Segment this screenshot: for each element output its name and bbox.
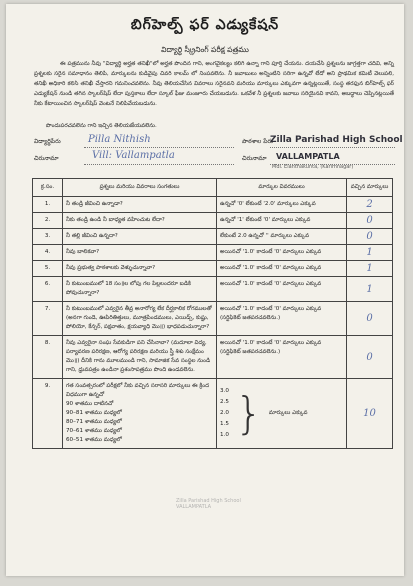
row-question: నీ కుటుంబములో 18 సం॥ల లోపు గల పిల్లలందరూ బడికి పోవుచున్నారా?	[63, 277, 217, 302]
table-row	[33, 197, 393, 213]
grade-mark: 2.5	[220, 399, 229, 405]
row-question	[63, 379, 217, 449]
school-name-underline	[270, 147, 395, 148]
header-questions: ప్రశ్నలు మరియు వివరాలు సంగతులు	[63, 179, 217, 197]
grade-range: 80–71 శాతము మధ్యలో	[66, 419, 122, 425]
school-address-underline	[270, 164, 395, 165]
address-label: చిరునామా	[34, 155, 59, 162]
row-number: 3.	[33, 229, 63, 245]
row-question: నీకు తండ్రి ఉండి నీ బాధ్యత వహించుట లేదా?	[63, 213, 217, 229]
row-score[interactable]: 0	[347, 302, 393, 336]
row-number: 2.	[33, 213, 63, 229]
row-marks-rule: అయినచో '1.0' కాదంటే '0' మార్కులు ఎక్కువ (సర్టిఫికెట్ జతపరచవలెను.)	[217, 302, 347, 336]
document-title: బిగ్‌హెల్ప్ ఫర్ ఎడ్యుకేషన్	[130, 17, 280, 33]
table-row	[33, 336, 393, 379]
row-question: నీవు ఎవ్వరైనా సంఘ సేవకుడిగా పని చేసినావా? (మదూలా విద్య, పర్యావరణ పరిరక్షణ, ఆరోగ్య పరిరక్షణ మరియు స్త్రీ శిశు సంక్షేమం మొ॥) దీనికి గాను మూలముండి గాని, సామాజిక సేవ సంస్థల నుండి గాని, ధ్రువపత్రం ఉండినా ప్రశంసాపత్రము పొంది ఉండవలెను.	[63, 336, 217, 379]
instructions-tail: పొందుపరచవలెను గాని ఇచ్చిన తెలియజేయవలెను.	[46, 123, 157, 129]
row-score[interactable]: 0	[347, 336, 393, 379]
grade-marks-group	[220, 386, 343, 441]
grade-mark: 2.0	[220, 410, 229, 416]
row-marks-rule	[217, 379, 347, 449]
row-marks-rule: అయినచో '1.0' కాదంటే '0' మార్కులు ఎక్కువ (సర్టిఫికెట్ జతపరచవలెను.)	[217, 336, 347, 379]
grade-mark: 1.0	[220, 432, 229, 438]
table-row	[33, 261, 393, 277]
address-value[interactable]: Vill: Vallampatla	[92, 150, 175, 161]
row-number: 9.	[33, 379, 63, 449]
document-subtitle: విద్యార్థి స్క్రీనింగ్ పరీక్ష పత్రము	[161, 45, 249, 54]
school-name-label: పాఠశాల పేరు	[242, 138, 274, 145]
row-score[interactable]: 0	[347, 213, 393, 229]
table-header-row	[33, 179, 393, 197]
student-name-value[interactable]: Pilla Nithish	[88, 134, 151, 145]
faded-school-stamp	[176, 498, 241, 510]
screening-form-page	[6, 4, 404, 576]
grade-range: 90 శాతము దాటినచో	[66, 401, 114, 407]
row-score[interactable]: 1	[347, 277, 393, 302]
table-row	[33, 277, 393, 302]
grade-range: 90–81 శాతము మధ్యలో	[66, 410, 122, 416]
row-number: 7.	[33, 302, 63, 336]
table-row	[33, 379, 393, 449]
grade-question-text: గత సంవత్సరంలో పరీక్షలో నీకు వచ్చిన సరాసరి మార్కులు ఈ క్రింద విధముగా ఉన్నచో	[66, 383, 210, 398]
row-question: నీ తల్లి జీవించి ఉన్నదా?	[63, 229, 217, 245]
faded-stamp-place: VALLAMPATLA	[176, 504, 212, 510]
grade-range: 70–61 శాతము మధ్యలో	[66, 428, 122, 434]
row-number: 8.	[33, 336, 63, 379]
row-score[interactable]: 1	[347, 245, 393, 261]
row-number: 5.	[33, 261, 63, 277]
grade-marks-label: మార్కులు ఎక్కువ	[268, 410, 308, 416]
school-stamp-place: VALLAMPATLA	[276, 152, 340, 161]
row-marks-rule: ఉన్నచో '0' లేకుంటే '2.0' మార్కులు ఎక్కువ	[217, 197, 347, 213]
screening-table	[32, 178, 393, 449]
table-row	[33, 213, 393, 229]
row-number: 1.	[33, 197, 63, 213]
row-question: నీవు ప్రభుత్వ పాఠశాలకు వెళ్ళుచున్నావా?	[63, 261, 217, 277]
student-name-underline	[84, 147, 234, 148]
row-score[interactable]: 10	[347, 379, 393, 449]
row-number: 4.	[33, 245, 63, 261]
header-serial: క్ర.సం.	[33, 179, 63, 197]
row-score[interactable]: 1	[347, 261, 393, 277]
faded-stamp-school: Zilla Parishad High School	[176, 498, 241, 504]
grade-mark: 3.0	[220, 388, 229, 394]
row-score[interactable]: 0	[347, 229, 393, 245]
grade-range: 60–51 శాతము మధ్యలో	[66, 437, 122, 443]
row-marks-rule: ఉన్నచో '1' లేకుంటే '0' మార్కులు ఎక్కువ	[217, 213, 347, 229]
grade-marks-list	[220, 386, 229, 441]
grade-mark: 1.5	[220, 421, 229, 427]
row-marks-rule: అయినచో '1.0' కాదంటే '0' మార్కులు ఎక్కువ	[217, 261, 347, 277]
row-question: నీ తండ్రి జీవించి ఉన్నాడా?	[63, 197, 217, 213]
row-marks-rule: అయినచో '1.0' కాదంటే '0' మార్కులు ఎక్కువ	[217, 277, 347, 302]
brace-icon: }	[234, 387, 263, 439]
school-address-label: చిరునామా	[242, 155, 267, 162]
table-row	[33, 245, 393, 261]
row-number: 6.	[33, 277, 63, 302]
school-stamp-name: Zilla Parishad High School	[270, 135, 403, 145]
address-underline	[84, 164, 234, 165]
table-row	[33, 229, 393, 245]
instructions-paragraph: ఈ పత్రమును నీవు "విద్యార్థి అర్హత తనిఖీ"లో అర్హత పొందిన గాని, అంగవైకల్యం కలిగి ఉన్నా గాని పూర్తి చేయను. దయచేసి ప్రశ్నలను జాగ్రత్తగా చదివి, అన్ని ప్రశ్నలకు సరైన సమాధానం తెలిపి, మార్కులను కుడివైపు చివరి కాలమ్ లో నింపవలెను. నీ జవాబులు అన్నింటిని సరిగా ఉన్నవో లేదో అని ప్రాథమిక కమిటీ వెలుపలి, తనిఖీ అధికారి కలిసి తనిఖీ చేస్తారని గమనించవలెను. నీవు తెలియచేసిన వివరాలు సరైనవని మరియు మార్కులు ఎక్కువగా ఉన్నట్లయితే, సంస్థ తరఫున బిగ్‌హెల్ప్ ఫర్ ఎడ్యుకేషన్ నుండి తగిన స్కాలర్‌షిప్ లేదా పుస్తకాలు లేదా స్కూల్ ఫీజు మంజూరు చేయబడును. ఒకవేళ నీ ప్రశ్నలకు జవాబు సరియైనవి కావని, అబద్ధాలు చెప్పినట్లయితే నీకు కేటాయించిన స్కాలర్‌షిప్ వెంటనే నిలిపివేయబడును.	[34, 61, 394, 107]
row-question: నీవు బాలికవా?	[63, 245, 217, 261]
row-score[interactable]: 2	[347, 197, 393, 213]
student-name-label: విద్యార్థిపేరు	[34, 138, 61, 145]
header-marks-obtained: వచ్చిన మార్కులు	[347, 179, 393, 197]
row-marks-rule: అయినచో '1.0' కాదంటే '0' మార్కులు ఎక్కువ	[217, 245, 347, 261]
row-marks-rule: లేకుంటే 2.0 ఉన్నచో '' మార్కులు ఎక్కువ	[217, 229, 347, 245]
school-stamp-mandal: Mdl. Elanthakunta, (Karimnagar)	[272, 164, 354, 170]
table-row	[33, 302, 393, 336]
row-question: నీ కుటుంబములో ఎవ్వరైన తీవ్ర అనారోగ్య లేక దీర్ఘకాలిక రోగములతో (అనగా గుండె, ఊపిరితిత్తులు, మూత్రపిండములు, ఎయిడ్స్, కుష్టు, పోలియో, కేన్సర్, పక్షవాతం, క్షయవ్యాధి మొ॥) భాధపడుచున్నారా?	[63, 302, 217, 336]
header-mark-details: మార్కుల వివరములు	[217, 179, 347, 197]
